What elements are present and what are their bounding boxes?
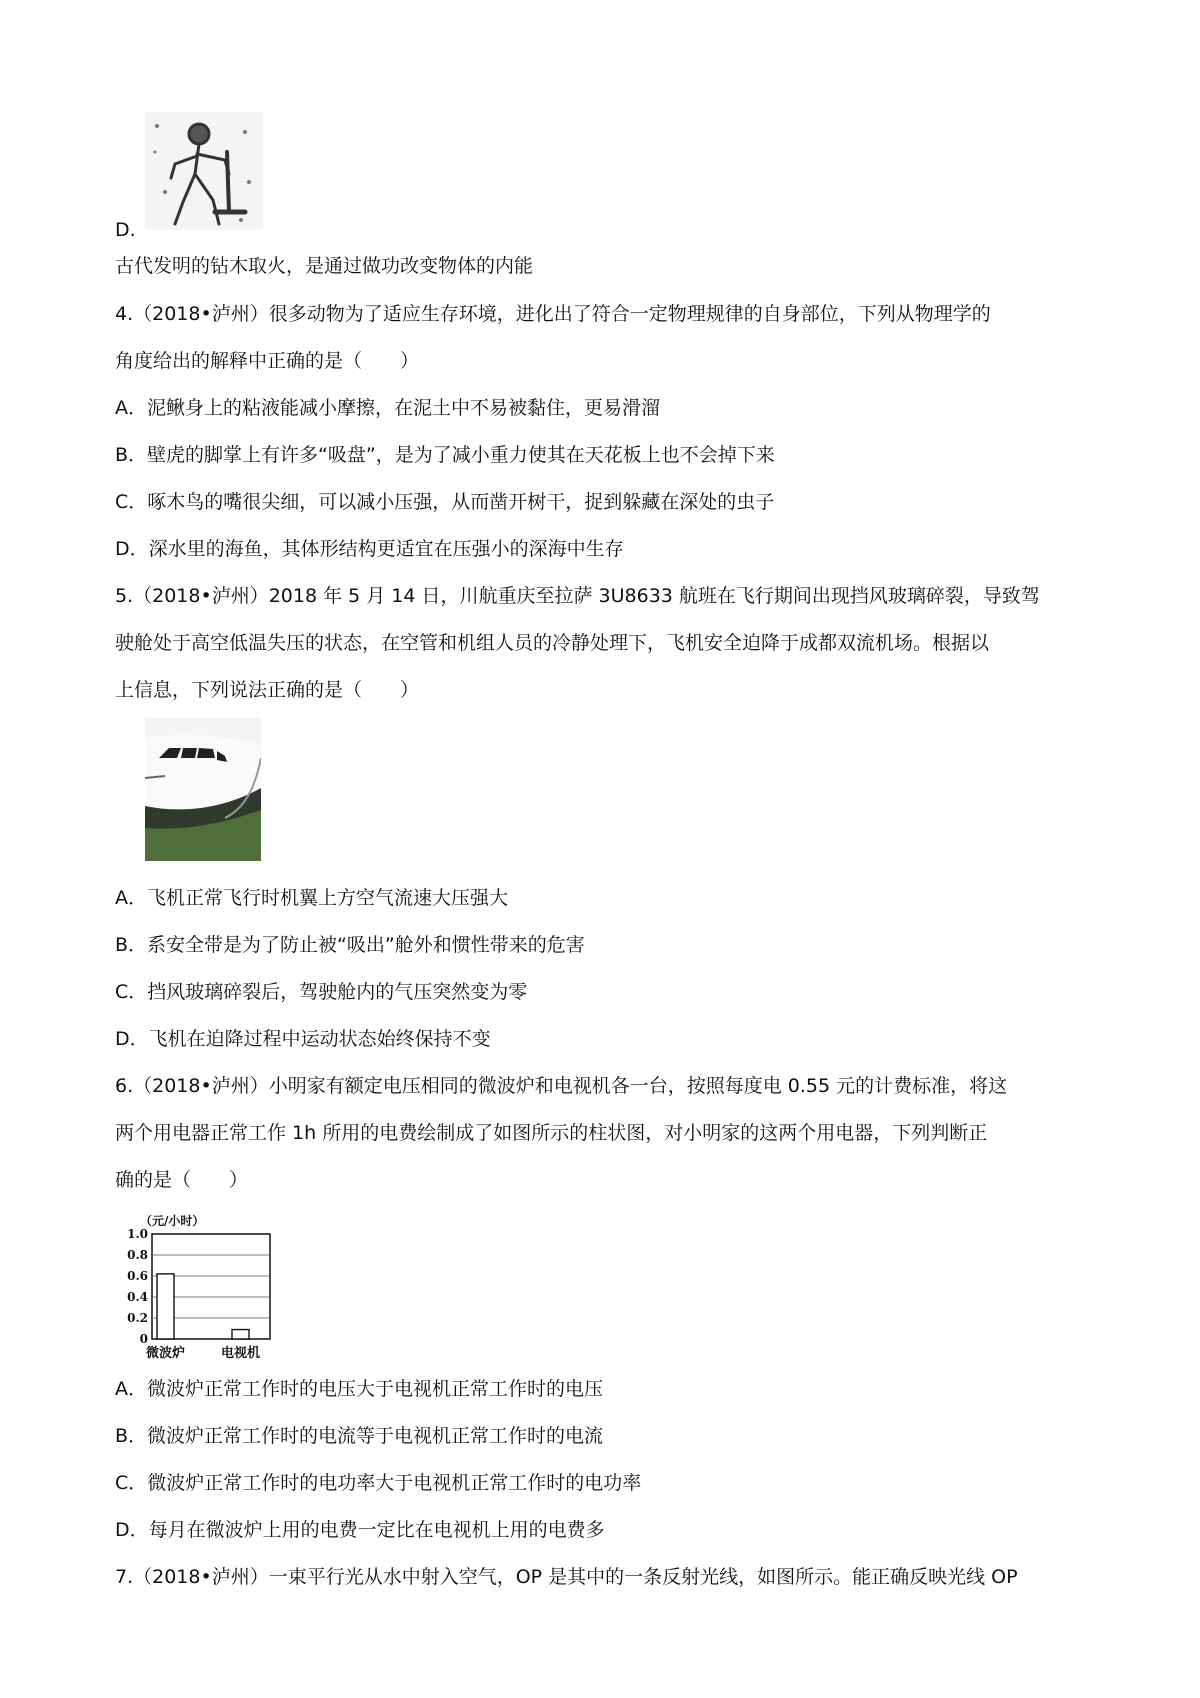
- q3-option-d-text: 古代发明的钻木取火，是通过做功改变物体的内能: [115, 255, 534, 277]
- q6-stem-line-3: 确的是（ ）: [115, 1169, 249, 1191]
- q5-option-a: A．飞机正常飞行时机翼上方空气流速大压强大: [115, 887, 508, 909]
- q5-stem-line-3: 上信息，下列说法正确的是（ ）: [115, 679, 420, 701]
- chart-bar-0: [157, 1274, 174, 1339]
- chart-bar-1: [232, 1330, 249, 1339]
- q6-stem-line-1: 6.（2018•泸州）小明家有额定电压相同的微波炉和电视机各一台，按照每度电 0.55 元的计费标准，将这: [115, 1075, 1008, 1097]
- chart-y-tick-label: 0.6: [127, 1269, 148, 1283]
- q6-option-a: A．微波炉正常工作时的电压大于电视机正常工作时的电压: [115, 1378, 603, 1400]
- airplane-cockpit-figure: [145, 718, 261, 861]
- q5-stem-line-1: 5.（2018•泸州）2018 年 5 月 14 日，川航重庆至拉萨 3U8633 航班在飞行期间出现挡风玻璃碎裂，导致驾: [115, 585, 1040, 607]
- q5-option-b: B．系安全带是为了防止被“吸出”舱外和惯性带来的危害: [115, 934, 585, 956]
- fire-drill-figure: [145, 112, 263, 230]
- chart-y-tick-label: 0.8: [127, 1248, 148, 1262]
- chart-y-tick-label: 0.4: [127, 1290, 148, 1304]
- q6-stem-line-2: 两个用电器正常工作 1h 所用的电费绘制成了如图所示的柱状图，对小明家的这两个用电器，下列判断正: [115, 1122, 988, 1144]
- q4-option-c: C．啄木鸟的嘴很尖细，可以减小压强，从而凿开树干，捉到躲藏在深处的虫子: [115, 491, 775, 513]
- q4-stem-line-1: 4.（2018•泸州）很多动物为了适应生存环境，进化出了符合一定物理规律的自身部位，下列从物理学的: [115, 303, 991, 325]
- q5-option-c: C．挡风玻璃碎裂后，驾驶舱内的气压突然变为零: [115, 981, 528, 1003]
- chart-category-label: 电视机: [220, 1346, 261, 1360]
- chart-category-label: 微波炉: [145, 1346, 186, 1360]
- q5-option-d: D．飞机在迫降过程中运动状态始终保持不变: [115, 1028, 491, 1050]
- q4-option-a: A．泥鳅身上的粘液能减小摩擦，在泥土中不易被黏住，更易滑溜: [115, 397, 660, 419]
- q3-option-d-label: D.: [115, 219, 136, 241]
- q5-stem-line-2: 驶舱处于高空低温失压的状态，在空管和机组人员的冷静处理下，飞机安全迫降于成都双流机场。根据以: [115, 632, 990, 654]
- electricity-cost-bar-chart: [112, 1212, 277, 1360]
- chart-y-unit-label: （元/小时）: [140, 1214, 205, 1228]
- chart-y-tick-label: 0: [139, 1332, 148, 1346]
- q6-option-c: C．微波炉正常工作时的电功率大于电视机正常工作时的电功率: [115, 1472, 642, 1494]
- q6-option-d: D．每月在微波炉上用的电费一定比在电视机上用的电费多: [115, 1519, 605, 1541]
- chart-y-tick-label: 0.2: [127, 1311, 148, 1325]
- chart-y-tick-label: 1.0: [127, 1227, 148, 1241]
- q7-stem-line-1: 7.（2018•泸州）一束平行光从水中射入空气，OP 是其中的一条反射光线，如图所示。能正确反映光线 OP: [115, 1566, 1018, 1588]
- q4-option-b: B．壁虎的脚掌上有许多“吸盘”，是为了减小重力使其在天花板上也不会掉下来: [115, 444, 775, 466]
- q4-stem-line-2: 角度给出的解释中正确的是（ ）: [115, 350, 420, 372]
- q6-option-b: B．微波炉正常工作时的电流等于电视机正常工作时的电流: [115, 1425, 604, 1447]
- q4-option-d: D．深水里的海鱼，其体形结构更适宜在压强小的深海中生存: [115, 538, 624, 560]
